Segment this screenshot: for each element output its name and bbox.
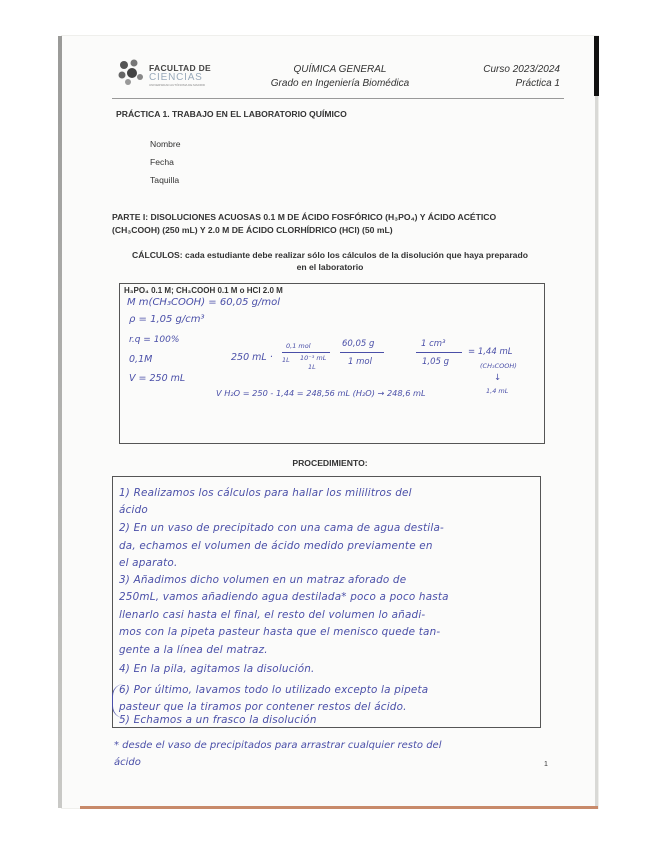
- procedure-line: 250mL, vamos añadiendo agua destilada* poco a poco hasta: [119, 591, 449, 603]
- header-divider: [112, 98, 564, 99]
- header-right: [470, 63, 560, 91]
- hw-eq-start: 250 mL ·: [231, 352, 273, 363]
- hw-frac3-line: [416, 352, 462, 353]
- logo-text-line1: FACULTAD DE: [149, 63, 212, 73]
- field-taquilla: Taquilla: [150, 175, 180, 185]
- hw-frac2-line: [340, 352, 384, 353]
- calculations-instruction: [120, 249, 540, 273]
- practice-number: Práctica 1: [515, 78, 560, 89]
- logo-text-line2: CIENCIAS: [149, 72, 203, 83]
- calculations-instruction-line2: en el laboratorio: [296, 262, 364, 272]
- section-heading: [112, 211, 560, 237]
- page-bottom-edge: [80, 806, 598, 809]
- hw-molar-mass: M m(CH₃COOH) = 60,05 g/mol: [127, 297, 281, 308]
- hw-water-volume: V H₂O = 250 - 1,44 = 248,56 mL (H₂O) → 248,6 mL: [216, 388, 426, 398]
- degree-name: Grado en Ingeniería Biomédica: [270, 78, 410, 89]
- procedure-line: pasteur que la tiramos por contener restos del ácido.: [119, 701, 407, 713]
- field-fecha: Fecha: [150, 157, 174, 167]
- hw-concentration: 0,1M: [129, 354, 153, 365]
- procedure-line: 4) En la pila, agitamos la disolución.: [119, 663, 315, 675]
- hw-frac1-den2: 1L: [308, 363, 316, 371]
- hw-result: = 1,44 mL: [468, 347, 513, 357]
- page-number: 1: [544, 761, 548, 768]
- practice-title: PRÁCTICA 1. TRABAJO EN EL LABORATORIO QUÍMICO: [116, 109, 347, 119]
- hw-frac1-den: 1L: [282, 356, 290, 364]
- procedure-title: PROCEDIMIENTO:: [292, 458, 368, 468]
- procedure-line: 6) Por último, lavamos todo lo utilizado excepto la pipeta: [119, 684, 429, 696]
- calculations-box-label: H₃PO₄ 0.1 M; CH₃COOH 0.1 M o HCl 2.0 M: [124, 286, 283, 295]
- section-heading-line1: PARTE I: DISOLUCIONES ACUOSAS 0.1 M DE ÁCIDO FOSFÓRICO (H₃PO₄) Y ÁCIDO ACÉTICO: [112, 212, 497, 222]
- hw-arrow: ↓: [494, 373, 502, 383]
- hw-frac1-num2: 10⁻³ mL: [300, 354, 327, 362]
- hw-frac1-num: 0,1 mol: [286, 342, 311, 350]
- page-left-edge: [58, 36, 62, 808]
- faculty-logo: [116, 57, 216, 87]
- hw-frac2-den: 1 mol: [348, 357, 372, 367]
- molecule-logo-icon: [116, 57, 146, 87]
- procedure-line: 1) Realizamos los cálculos para hallar los mililitros del: [119, 487, 412, 499]
- procedure-line: gente a la línea del matraz.: [119, 644, 268, 656]
- hw-frac2-num: 60,05 g: [342, 339, 375, 349]
- hw-result-substance: (CH₃COOH): [480, 362, 517, 370]
- hw-frac1-line: [282, 352, 330, 353]
- procedure-footnote: * desde el vaso de precipitados para arrastrar cualquier resto del: [114, 740, 442, 751]
- calculations-instruction-line1: CÁLCULOS: cada estudiante debe realizar sólo los cálculos de la disolución que haya preparado: [132, 250, 528, 260]
- logo-text-line3: UNIVERSIDAD AUTÓNOMA DE MADRID: [149, 83, 206, 87]
- procedure-line: el aparato.: [119, 557, 178, 569]
- procedure-line: llenarlo casi hasta el final, el resto del volumen lo añadi-: [119, 609, 426, 621]
- procedure-line: ácido: [119, 504, 148, 516]
- procedure-line: 3) Añadimos dicho volumen en un matraz aforado de: [119, 574, 407, 586]
- header-center: [250, 63, 430, 91]
- procedure-line: da, echamos el volumen de ácido medido previamente en: [119, 540, 433, 552]
- procedure-line: 2) En un vaso de precipitado con una cama de agua destila-: [119, 522, 444, 534]
- hw-density: ρ = 1,05 g/cm³: [129, 314, 205, 325]
- course-name: QUÍMICA GENERAL: [293, 64, 387, 75]
- procedure-line: 5) Echamos a un frasco la disolución: [119, 714, 317, 726]
- hw-frac3-num: 1 cm³: [421, 339, 446, 349]
- hw-purity: r.q = 100%: [129, 335, 180, 345]
- field-nombre: Nombre: [150, 139, 181, 149]
- procedure-line: mos con la pipeta pasteur hasta que el menisco quede tan-: [119, 626, 441, 638]
- hw-result-round: 1,4 mL: [486, 387, 509, 395]
- hw-frac3-den: 1,05 g: [422, 357, 450, 367]
- page-right-edge-mark: [594, 36, 599, 96]
- hw-volume: V = 250 mL: [129, 373, 186, 384]
- course-year: Curso 2023/2024: [483, 64, 560, 75]
- procedure-footnote: ácido: [114, 757, 141, 768]
- section-heading-line2: (CH₃COOH) (250 mL) Y 2.0 M DE ÁCIDO CLORHÍDRICO (HCl) (50 mL): [112, 225, 393, 235]
